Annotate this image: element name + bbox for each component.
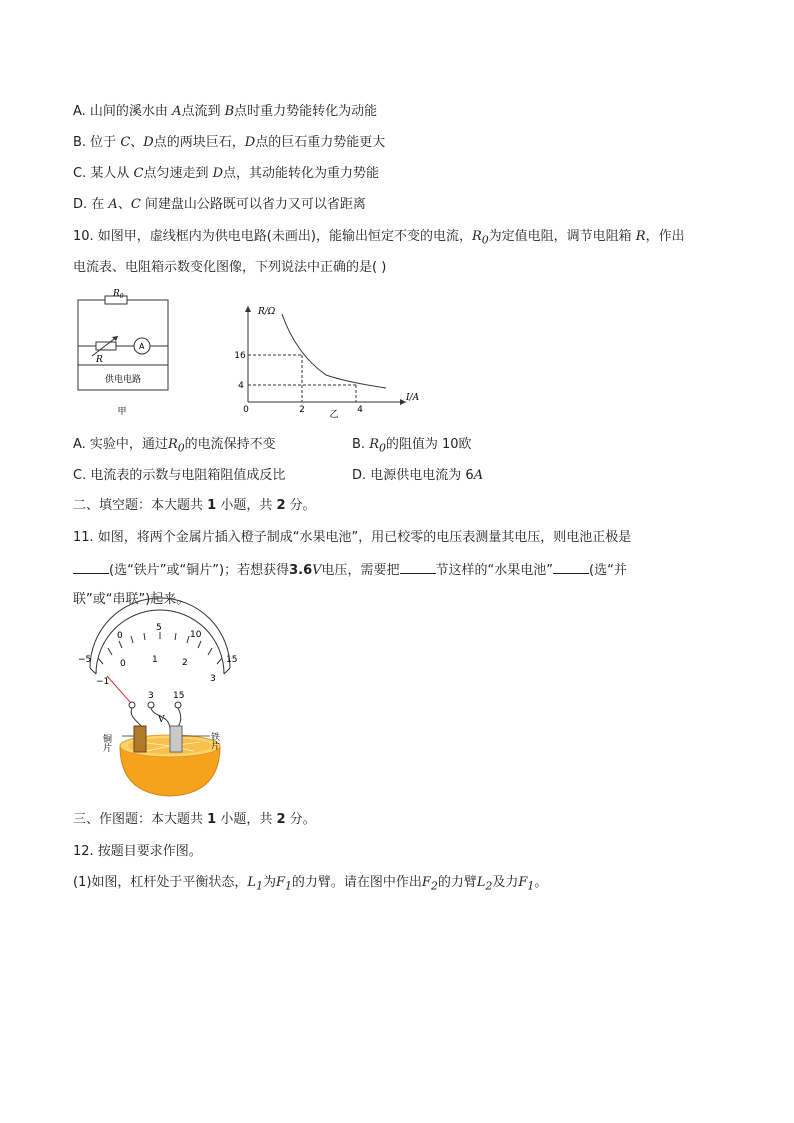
text: B. 位于 <box>73 135 121 150</box>
text: 的力臂 <box>437 875 477 890</box>
circuit-diagram <box>70 286 180 422</box>
text: 小题，共 <box>216 812 277 827</box>
origin-label: 0 <box>243 405 249 415</box>
text: 10. 如图甲，虚线框内为供电电路(未画出)，能输出恒定不变的电流， <box>73 229 472 244</box>
copper-plate <box>134 726 146 752</box>
text: 点流到 <box>181 104 225 119</box>
terminal-3 <box>148 702 154 708</box>
text: 分。 <box>285 812 316 827</box>
r0-label: $R_0$ <box>113 289 124 300</box>
x-tick-4: 4 <box>357 405 363 415</box>
text: A. 山间的溪水由 <box>73 104 173 119</box>
point-a: A <box>108 197 118 212</box>
q12-sub1 <box>73 874 547 896</box>
point-d: D <box>143 135 154 150</box>
score: 2 <box>276 498 286 513</box>
inner-tick-3: 3 <box>210 674 216 684</box>
copper-label: 铜片 <box>101 734 111 752</box>
iron-plate <box>170 726 182 752</box>
ammeter-symbol: A <box>139 342 145 351</box>
outer-tick-0: 0 <box>117 631 123 641</box>
text: 点时重力势能转化为动能 <box>234 104 378 119</box>
q9-option-c <box>73 165 379 183</box>
text: 二、填空题：本大题共 <box>73 498 208 513</box>
text: 为 <box>262 875 276 890</box>
inner-tick-1: 1 <box>152 655 158 665</box>
supply-box-label: 供电电路 <box>104 375 142 385</box>
terminal-3-label: 3 <box>148 691 154 701</box>
x-axis-label: I/A <box>406 393 420 403</box>
q9-option-a <box>73 103 377 121</box>
text: 为定值电阻，调节电阻箱 <box>488 229 636 244</box>
answer-blank-1[interactable] <box>73 560 109 574</box>
text: D. 在 <box>73 197 109 212</box>
inner-tick-neg1: −1 <box>96 677 110 687</box>
l2-symbol: L <box>476 875 486 890</box>
voltmeter-symbol: V <box>158 715 165 725</box>
text: D. 电源供电电流为 6 <box>352 468 474 483</box>
q12-stem: 12. 按题目要求作图。 <box>73 844 202 859</box>
section-3-title <box>73 811 316 829</box>
subscript: 2 <box>485 879 493 893</box>
fruit-battery-figure <box>70 618 250 800</box>
text: ，作出 <box>645 229 685 244</box>
subscript: 0 <box>378 441 386 455</box>
subscript: 0 <box>177 441 185 455</box>
count: 1 <box>207 498 217 513</box>
text: 的力臂。请在图中作出 <box>291 875 422 890</box>
point-a: A <box>172 104 182 119</box>
f1-symbol: F <box>275 875 285 890</box>
inner-tick-2: 2 <box>182 658 188 668</box>
r-symbol: R <box>167 437 178 452</box>
subscript: 1 <box>256 879 263 893</box>
q11-line2 <box>73 560 627 580</box>
r0-symbol: R <box>471 229 482 244</box>
l1-symbol: L <box>247 875 257 890</box>
q9-option-d <box>73 196 366 214</box>
r-label: R <box>96 355 103 365</box>
q9-option-b <box>73 134 385 152</box>
text: C. 某人从 <box>73 166 134 181</box>
text: 的电流保持不变 <box>184 437 276 452</box>
dial-ticks <box>90 632 230 674</box>
text: B. <box>352 437 370 452</box>
outer-tick-15: 15 <box>226 655 238 665</box>
outer-tick-10: 10 <box>190 630 202 640</box>
text: (选“铁片”或“铜片”)；若想获得 <box>109 563 290 578</box>
answer-blank-2[interactable] <box>400 560 436 574</box>
q10-option-a <box>73 436 276 458</box>
graph-caption: 乙 <box>329 410 339 420</box>
x-tick-2: 2 <box>299 405 305 415</box>
subscript: 1 <box>527 879 535 893</box>
meter-needle <box>107 676 130 702</box>
text: 小题，共 <box>216 498 277 513</box>
f1-symbol: F <box>518 875 528 890</box>
terminal-negative <box>129 702 135 708</box>
text: 点，其动能转化为重力势能 <box>223 166 380 181</box>
terminal-15 <box>175 702 181 708</box>
outer-tick-5: 5 <box>156 623 162 633</box>
text: 节这样的“水果电池” <box>435 563 554 578</box>
q10-option-c: C. 电流表的示数与电阻箱阻值成反比 <box>73 468 286 483</box>
text: 点的两块巨石， <box>153 135 245 150</box>
text: A. 实验中，通过 <box>73 437 168 452</box>
text: 电压，需要把 <box>321 563 400 578</box>
text: 点的巨石重力势能更大 <box>255 135 386 150</box>
inner-tick-0: 0 <box>120 659 126 669</box>
score: 2 <box>276 812 286 827</box>
unit: V <box>312 563 322 578</box>
section-2-title <box>73 497 316 515</box>
point-d: D <box>212 166 224 181</box>
r-symbol: R <box>635 229 646 244</box>
subscript: 0 <box>481 233 489 247</box>
text: 。 <box>534 875 548 890</box>
y-axis-label: R/Ω <box>258 307 276 317</box>
text: 点匀速走到 <box>143 166 213 181</box>
text: (1)如图，杠杆处于平衡状态， <box>73 875 248 890</box>
text: 分。 <box>285 498 316 513</box>
q10-option-b <box>352 436 472 458</box>
outer-tick-neg5: −5 <box>78 655 92 665</box>
text: 三、作图题：本大题共 <box>73 812 208 827</box>
text: (选“并 <box>589 563 627 578</box>
y-tick-16: 16 <box>234 351 246 361</box>
count: 1 <box>207 812 217 827</box>
q10-stem-line1 <box>73 228 685 250</box>
text: 、 <box>117 197 131 212</box>
q10-option-d <box>352 467 483 485</box>
point-c: C <box>130 197 141 212</box>
text: 、 <box>130 135 144 150</box>
text: 间建盘山公路既可以省力又可以省距离 <box>140 197 366 212</box>
point-c: C <box>120 135 131 150</box>
f2-symbol: F <box>421 875 431 890</box>
iron-label: 铁片 <box>209 732 219 750</box>
answer-blank-3[interactable] <box>553 560 589 574</box>
circuit-caption: 甲 <box>117 407 127 417</box>
subscript: 2 <box>430 879 438 893</box>
subscript: 1 <box>285 879 292 893</box>
point-b: B <box>224 104 235 119</box>
q11-line3: 联”或“串联”)起来。 <box>73 592 190 607</box>
text: 及力 <box>492 875 519 890</box>
r-symbol: R <box>369 437 379 452</box>
terminal-15-label: 15 <box>173 691 185 701</box>
unit: A <box>473 468 484 483</box>
voltage-value: 3.6 <box>289 563 313 578</box>
text: 的阻值为 10欧 <box>385 437 472 452</box>
y-tick-4: 4 <box>238 381 244 391</box>
q10-stem-line2: 电流表、电阻箱示数变化图像，下列说法中正确的是( ) <box>73 260 387 275</box>
q11-line1: 11. 如图，将两个金属片插入橙子制成“水果电池”，用已校零的电压表测量其电压，则电池正极是 <box>73 530 632 545</box>
point-d: D <box>244 135 256 150</box>
point-c: C <box>133 166 144 181</box>
r-i-graph <box>236 296 426 420</box>
